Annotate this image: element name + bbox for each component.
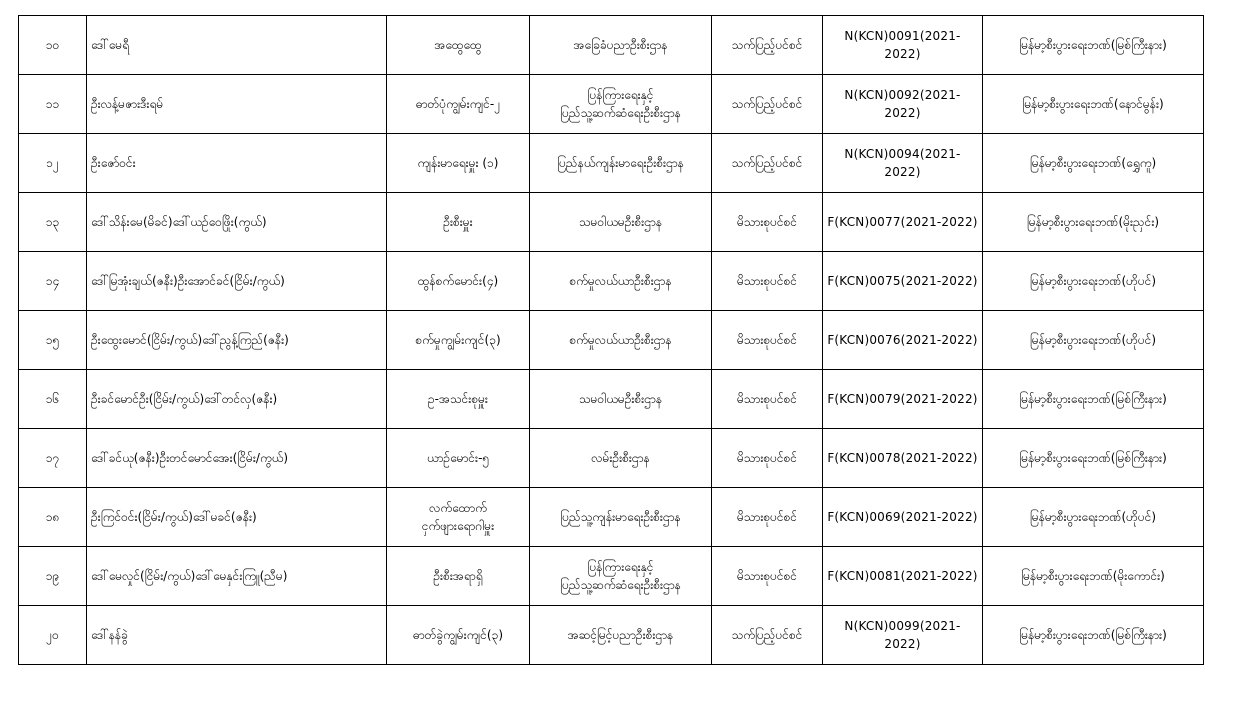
table-row	[19, 606, 1204, 665]
pension-type-cell: မိသားစုပင်စင်	[712, 429, 823, 488]
position-cell: စက်မှုကျွမ်းကျင်(၃)	[387, 311, 530, 370]
pension-code-cell: F(KCN)0081(2021-2022)	[823, 547, 983, 606]
pension-type-cell: သက်ပြည့်ပင်စင်	[712, 134, 823, 193]
position-cell: အထွေထွေ	[387, 16, 530, 75]
pensioner-name-cell: ဒေါ်မေရီ	[87, 16, 387, 75]
pension-type-cell: မိသားစုပင်စင်	[712, 311, 823, 370]
pension-type-cell: မိသားစုပင်စင်	[712, 193, 823, 252]
table-row	[19, 193, 1204, 252]
position-cell: ဓာတ်ပုံကျွမ်းကျင်-၂	[387, 75, 530, 134]
pension-type-cell: မိသားစုပင်စင်	[712, 547, 823, 606]
pensioner-name-cell: ဒေါ်မေလှုင်(ငြိမ်း/ကွယ်)ဒေါ်မေနှင်းကြူ(ညီမ)	[87, 547, 387, 606]
department-cell: အခြေခံပညာဦးစီးဌာန	[530, 16, 712, 75]
table-row	[19, 370, 1204, 429]
department-cell: သမဝါယမဦးစီးဌာန	[530, 370, 712, 429]
payment-bank-cell: မြန်မာ့စီးပွားရေးဘဏ်(ဟိုပင်)	[983, 252, 1204, 311]
department-cell: စက်မှုလယ်ယာဦးစီးဌာန	[530, 311, 712, 370]
pension-code-cell: N(KCN)0094(2021-2022)	[823, 134, 983, 193]
pensioner-name-cell: ဦးထွေးမောင်(ငြိမ်း/ကွယ်)ဒေါ်ညွန့်ကြည်(ဇနီး)	[87, 311, 387, 370]
row-number-cell: ၁၂	[19, 134, 87, 193]
pension-type-cell: မိသားစုပင်စင်	[712, 252, 823, 311]
row-number-cell: ၁၈	[19, 488, 87, 547]
pensioner-name-cell: ဦးခင်မောင်ဦး(ငြိမ်း/ကွယ်)ဒေါ်တင်လှ(ဇနီး)	[87, 370, 387, 429]
pension-code-cell: F(KCN)0069(2021-2022)	[823, 488, 983, 547]
row-number-cell: ၁၀	[19, 16, 87, 75]
pensioner-name-cell: ဒေါ်နန်ခွဲ	[87, 606, 387, 665]
pension-code-cell: F(KCN)0076(2021-2022)	[823, 311, 983, 370]
position-cell: ထွန်စက်မောင်း(၄)	[387, 252, 530, 311]
pensioner-name-cell: ဦးကြင်ဝင်း(ငြိမ်း/ကွယ်)ဒေါ်မခင်(ဇနီး)	[87, 488, 387, 547]
row-number-cell: ၁၁	[19, 75, 87, 134]
payment-bank-cell: မြန်မာ့စီးပွားရေးဘဏ်(မိုးညှင်း)	[983, 193, 1204, 252]
department-cell: ပြန်ကြားရေးနှင့် ပြည်သူ့ဆက်ဆံရေးဦးစီးဌာန	[530, 547, 712, 606]
pensioner-name-cell: ဦးဇော်ဝင်း	[87, 134, 387, 193]
row-number-cell: ၁၅	[19, 311, 87, 370]
position-cell: လက်ထောက် ငှက်ဖျားရောဂါမှူး	[387, 488, 530, 547]
row-number-cell: ၁၉	[19, 547, 87, 606]
table-body	[19, 16, 1204, 665]
pensioner-name-cell: ဒေါ်သိန်းမေ(မိခင်)ဒေါ်ယဉ်ဝေဖြိုး(ကွယ်)	[87, 193, 387, 252]
position-cell: ယာဉ်မောင်း-၅	[387, 429, 530, 488]
payment-bank-cell: မြန်မာ့စီးပွားရေးဘဏ်(မြစ်ကြီးနား)	[983, 16, 1204, 75]
payment-bank-cell: မြန်မာ့စီးပွားရေးဘဏ်(ဟိုပင်)	[983, 488, 1204, 547]
pensioner-name-cell: ဦးလန့်မဇားဒီးရမ်	[87, 75, 387, 134]
row-number-cell: ၁၃	[19, 193, 87, 252]
table-row	[19, 16, 1204, 75]
table-row	[19, 488, 1204, 547]
table-row	[19, 547, 1204, 606]
department-cell: စက်မှုလယ်ယာဦးစီးဌာန	[530, 252, 712, 311]
payment-bank-cell: မြန်မာ့စီးပွားရေးဘဏ်(ရွှေကူ)	[983, 134, 1204, 193]
department-cell: အဆင့်မြင့်ပညာဦးစီးဌာန	[530, 606, 712, 665]
pensioner-name-cell: ဒေါ်ခင်ယု(ဇနီး)ဦးတင်မောင်အေး(ငြိမ်း/ကွယ်)	[87, 429, 387, 488]
row-number-cell: ၁၇	[19, 429, 87, 488]
pension-code-cell: N(KCN)0091(2021-2022)	[823, 16, 983, 75]
department-cell: လမ်းဦးစီးဌာန	[530, 429, 712, 488]
pension-code-cell: F(KCN)0078(2021-2022)	[823, 429, 983, 488]
payment-bank-cell: မြန်မာ့စီးပွားရေးဘဏ်(ဟိုပင်)	[983, 311, 1204, 370]
table-row	[19, 252, 1204, 311]
row-number-cell: ၁၆	[19, 370, 87, 429]
payment-bank-cell: မြန်မာ့စီးပွားရေးဘဏ်(မြစ်ကြီးနား)	[983, 606, 1204, 665]
pension-type-cell: သက်ပြည့်ပင်စင်	[712, 16, 823, 75]
pension-code-cell: F(KCN)0077(2021-2022)	[823, 193, 983, 252]
position-cell: ဦးစီးမှူး	[387, 193, 530, 252]
position-cell: ဓာတ်ခွဲကျွမ်းကျင်(၃)	[387, 606, 530, 665]
position-cell: ဥ-အသင်းစုမှူး	[387, 370, 530, 429]
pensioner-name-cell: ဒေါ်မြအုံးချယ်(ဇနီး)ဦးအောင်ခင်(ငြိမ်း/ကွယ်)	[87, 252, 387, 311]
pension-code-cell: F(KCN)0075(2021-2022)	[823, 252, 983, 311]
pension-table	[18, 15, 1204, 665]
position-cell: ကျန်းမာရေးမှူး (၁)	[387, 134, 530, 193]
department-cell: ပြည်နယ်ကျန်းမာရေးဦးစီးဌာန	[530, 134, 712, 193]
pension-type-cell: မိသားစုပင်စင်	[712, 370, 823, 429]
table-row	[19, 75, 1204, 134]
payment-bank-cell: မြန်မာ့စီးပွားရေးဘဏ်(မိုးကောင်း)	[983, 547, 1204, 606]
payment-bank-cell: မြန်မာ့စီးပွားရေးဘဏ်(နောင်မွန်း)	[983, 75, 1204, 134]
position-cell: ဦးစီးအရာရှိ	[387, 547, 530, 606]
table-row	[19, 311, 1204, 370]
department-cell: ပြည်သူ့ကျန်းမာရေးဦးစီးဌာန	[530, 488, 712, 547]
payment-bank-cell: မြန်မာ့စီးပွားရေးဘဏ်(မြစ်ကြီးနား)	[983, 370, 1204, 429]
pension-type-cell: သက်ပြည့်ပင်စင်	[712, 75, 823, 134]
table-row	[19, 134, 1204, 193]
row-number-cell: ၂၀	[19, 606, 87, 665]
department-cell: ပြန်ကြားရေးနှင့် ပြည်သူ့ဆက်ဆံရေးဦးစီးဌာန	[530, 75, 712, 134]
pension-type-cell: မိသားစုပင်စင်	[712, 488, 823, 547]
table-row	[19, 429, 1204, 488]
pension-code-cell: N(KCN)0099(2021-2022)	[823, 606, 983, 665]
pension-type-cell: သက်ပြည့်ပင်စင်	[712, 606, 823, 665]
department-cell: သမဝါယမဦးစီးဌာန	[530, 193, 712, 252]
pension-code-cell: F(KCN)0079(2021-2022)	[823, 370, 983, 429]
pension-code-cell: N(KCN)0092(2021-2022)	[823, 75, 983, 134]
payment-bank-cell: မြန်မာ့စီးပွားရေးဘဏ်(မြစ်ကြီးနား)	[983, 429, 1204, 488]
row-number-cell: ၁၄	[19, 252, 87, 311]
